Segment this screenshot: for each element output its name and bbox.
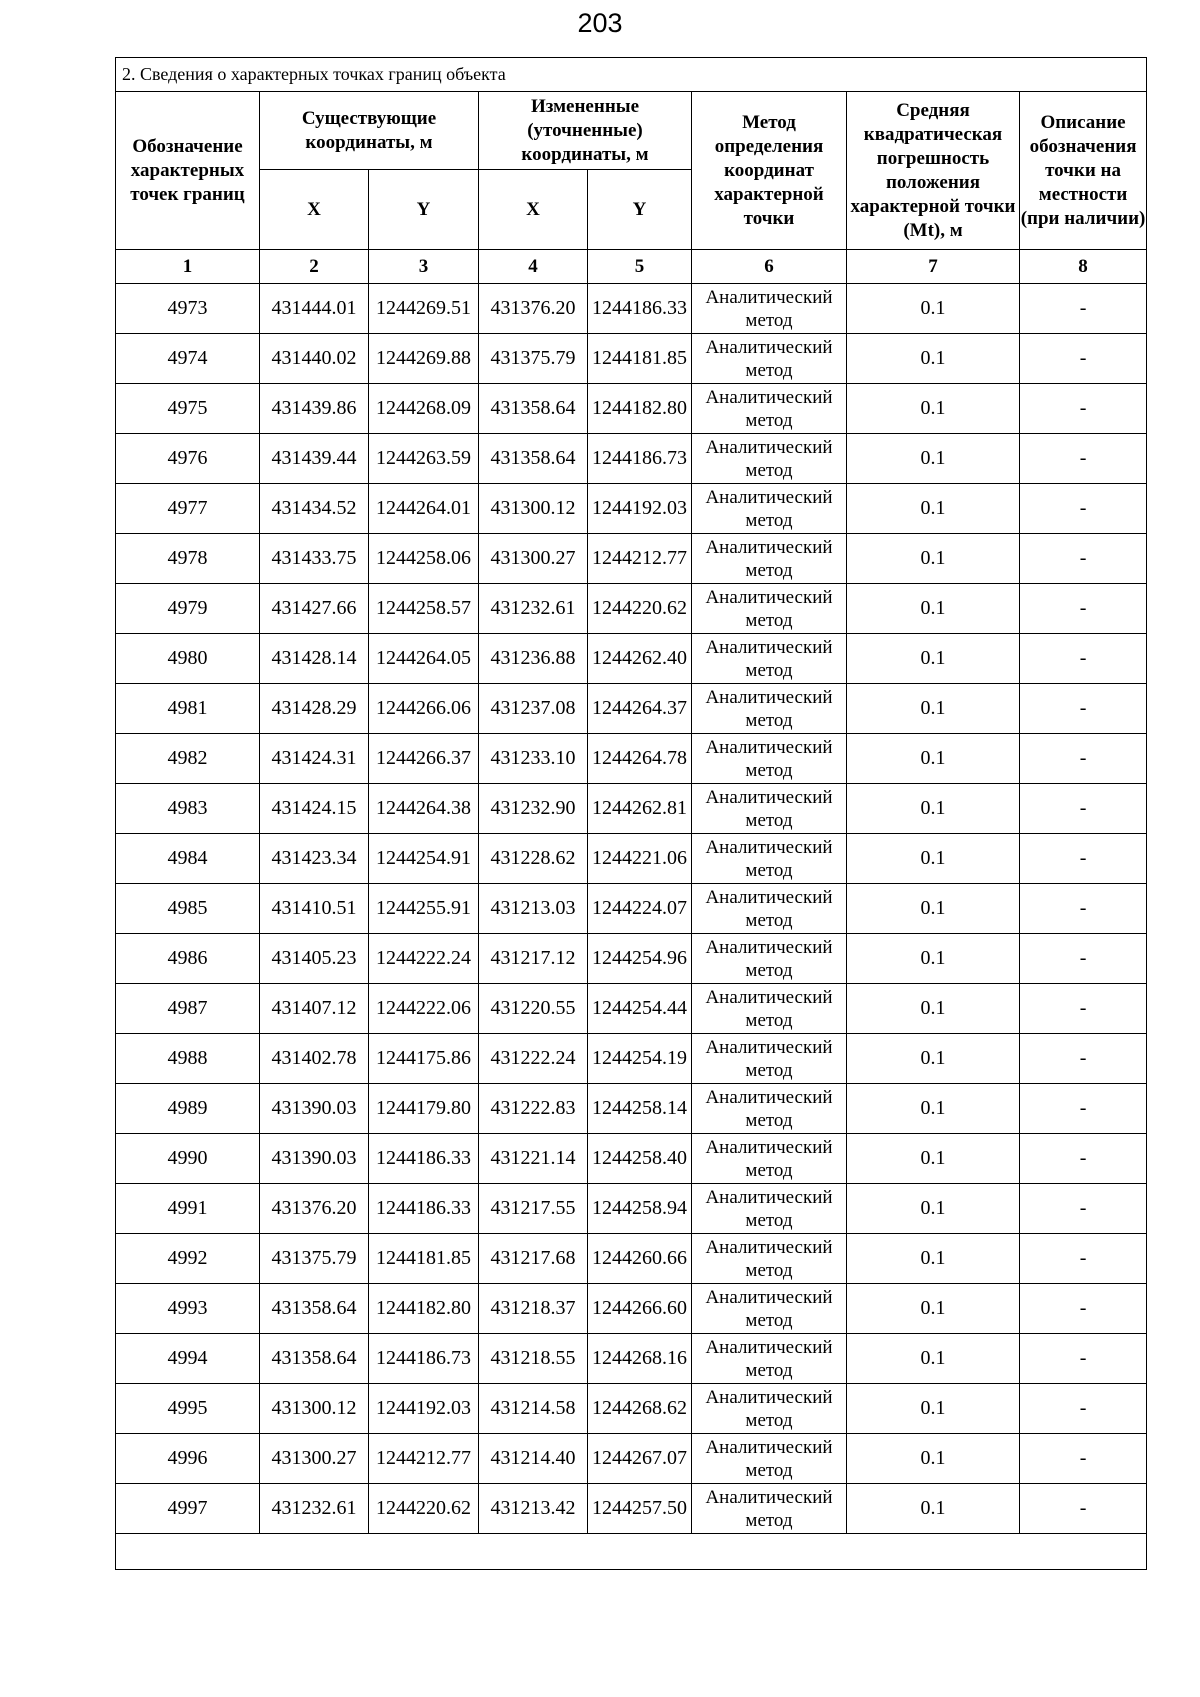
- error-cell: 0.1: [847, 684, 1020, 734]
- changed-y-cell: 1244186.73: [588, 434, 692, 484]
- changed-x-cell: 431300.12: [479, 484, 588, 534]
- existing-x-cell: 431424.15: [260, 784, 369, 834]
- method-cell: Аналитический метод: [692, 734, 847, 784]
- existing-x-cell: 431410.51: [260, 884, 369, 934]
- error-cell: 0.1: [847, 334, 1020, 384]
- changed-x-cell: 431217.55: [479, 1184, 588, 1234]
- point-id-cell: 4980: [116, 634, 260, 684]
- changed-y-cell: 1244258.94: [588, 1184, 692, 1234]
- existing-y-cell: 1244258.57: [369, 584, 479, 634]
- boundary-points-table: [115, 57, 1147, 1570]
- existing-x-cell: 431428.14: [260, 634, 369, 684]
- description-cell: -: [1020, 934, 1147, 984]
- changed-y-cell: 1244262.81: [588, 784, 692, 834]
- point-id-cell: 4976: [116, 434, 260, 484]
- point-id-cell: 4997: [116, 1484, 260, 1534]
- error-cell: 0.1: [847, 1184, 1020, 1234]
- method-cell: Аналитический метод: [692, 834, 847, 884]
- existing-x-cell: 431407.12: [260, 984, 369, 1034]
- table-row: [116, 984, 1147, 1034]
- existing-y-cell: 1244266.37: [369, 734, 479, 784]
- method-cell: Аналитический метод: [692, 784, 847, 834]
- changed-x-cell: 431218.55: [479, 1334, 588, 1384]
- existing-y-cell: 1244186.73: [369, 1334, 479, 1384]
- description-cell: -: [1020, 684, 1147, 734]
- description-cell: -: [1020, 834, 1147, 884]
- error-cell: 0.1: [847, 1084, 1020, 1134]
- description-cell: -: [1020, 1084, 1147, 1134]
- existing-x-cell: 431375.79: [260, 1234, 369, 1284]
- method-cell: Аналитический метод: [692, 1034, 847, 1084]
- method-cell: Аналитический метод: [692, 384, 847, 434]
- table-row: [116, 684, 1147, 734]
- header-method: Метод определения координат характерной точки: [692, 92, 847, 250]
- existing-x-cell: 431434.52: [260, 484, 369, 534]
- table-row: [116, 534, 1147, 584]
- existing-x-cell: 431428.29: [260, 684, 369, 734]
- point-id-cell: 4989: [116, 1084, 260, 1134]
- existing-x-cell: 431402.78: [260, 1034, 369, 1084]
- method-cell: Аналитический метод: [692, 1234, 847, 1284]
- existing-y-cell: 1244269.88: [369, 334, 479, 384]
- error-cell: 0.1: [847, 384, 1020, 434]
- point-id-cell: 4981: [116, 684, 260, 734]
- changed-x-cell: 431376.20: [479, 284, 588, 334]
- table-row: [116, 1184, 1147, 1234]
- changed-y-cell: 1244268.62: [588, 1384, 692, 1434]
- method-cell: Аналитический метод: [692, 284, 847, 334]
- description-cell: -: [1020, 284, 1147, 334]
- method-cell: Аналитический метод: [692, 984, 847, 1034]
- method-cell: Аналитический метод: [692, 534, 847, 584]
- point-id-cell: 4994: [116, 1334, 260, 1384]
- existing-y-cell: 1244192.03: [369, 1384, 479, 1434]
- method-cell: Аналитический метод: [692, 1434, 847, 1484]
- changed-x-cell: 431214.58: [479, 1384, 588, 1434]
- table-row: [116, 734, 1147, 784]
- description-cell: -: [1020, 634, 1147, 684]
- existing-y-cell: 1244186.33: [369, 1184, 479, 1234]
- point-id-cell: 4993: [116, 1284, 260, 1334]
- point-id-cell: 4977: [116, 484, 260, 534]
- point-id-cell: 4982: [116, 734, 260, 784]
- table-row: [116, 634, 1147, 684]
- existing-y-cell: 1244181.85: [369, 1234, 479, 1284]
- column-number: 2: [260, 250, 369, 284]
- point-id-cell: 4990: [116, 1134, 260, 1184]
- point-id-cell: 4986: [116, 934, 260, 984]
- existing-y-cell: 1244254.91: [369, 834, 479, 884]
- existing-x-cell: 431405.23: [260, 934, 369, 984]
- error-cell: 0.1: [847, 934, 1020, 984]
- changed-x-cell: 431233.10: [479, 734, 588, 784]
- changed-x-cell: 431358.64: [479, 384, 588, 434]
- description-cell: -: [1020, 334, 1147, 384]
- existing-y-cell: 1244222.24: [369, 934, 479, 984]
- description-cell: -: [1020, 734, 1147, 784]
- header-changed-coordinates: Измененные (уточненные) координаты, м: [479, 92, 692, 170]
- changed-x-cell: 431218.37: [479, 1284, 588, 1334]
- table-row: [116, 1384, 1147, 1434]
- table-row: [116, 434, 1147, 484]
- description-cell: -: [1020, 784, 1147, 834]
- error-cell: 0.1: [847, 734, 1020, 784]
- existing-y-cell: 1244268.09: [369, 384, 479, 434]
- point-id-cell: 4987: [116, 984, 260, 1034]
- error-cell: 0.1: [847, 484, 1020, 534]
- changed-y-cell: 1244212.77: [588, 534, 692, 584]
- description-cell: -: [1020, 484, 1147, 534]
- error-cell: 0.1: [847, 1484, 1020, 1534]
- changed-x-cell: 431300.27: [479, 534, 588, 584]
- existing-y-cell: 1244263.59: [369, 434, 479, 484]
- table-row: [116, 384, 1147, 434]
- method-cell: Аналитический метод: [692, 1184, 847, 1234]
- changed-x-cell: 431358.64: [479, 434, 588, 484]
- method-cell: Аналитический метод: [692, 684, 847, 734]
- method-cell: Аналитический метод: [692, 484, 847, 534]
- description-cell: -: [1020, 434, 1147, 484]
- header-existing-coordinates: Существующие координаты, м: [260, 92, 479, 170]
- existing-x-cell: 431439.86: [260, 384, 369, 434]
- changed-y-cell: 1244192.03: [588, 484, 692, 534]
- point-id-cell: 4991: [116, 1184, 260, 1234]
- table-row: [116, 1034, 1147, 1084]
- table-caption: 2. Сведения о характерных точках границ объекта: [116, 58, 1147, 92]
- changed-x-cell: 431213.42: [479, 1484, 588, 1534]
- point-id-cell: 4979: [116, 584, 260, 634]
- existing-y-cell: 1244175.86: [369, 1034, 479, 1084]
- table-row: [116, 934, 1147, 984]
- existing-y-cell: 1244182.80: [369, 1284, 479, 1334]
- existing-y-cell: 1244264.05: [369, 634, 479, 684]
- changed-y-cell: 1244186.33: [588, 284, 692, 334]
- changed-y-cell: 1244254.96: [588, 934, 692, 984]
- description-cell: -: [1020, 1234, 1147, 1284]
- header-description: Описание обозначения точки на местности (при наличии): [1020, 92, 1147, 250]
- changed-x-cell: 431375.79: [479, 334, 588, 384]
- existing-x-cell: 431440.02: [260, 334, 369, 384]
- column-number: 7: [847, 250, 1020, 284]
- method-cell: Аналитический метод: [692, 434, 847, 484]
- changed-y-cell: 1244220.62: [588, 584, 692, 634]
- existing-y-cell: 1244186.33: [369, 1134, 479, 1184]
- existing-y-cell: 1244212.77: [369, 1434, 479, 1484]
- header-designation: Обозначение характерных точек границ: [116, 92, 260, 250]
- method-cell: Аналитический метод: [692, 1284, 847, 1334]
- column-number: 6: [692, 250, 847, 284]
- error-cell: 0.1: [847, 1134, 1020, 1184]
- existing-x-cell: 431444.01: [260, 284, 369, 334]
- changed-x-cell: 431237.08: [479, 684, 588, 734]
- changed-x-cell: 431222.24: [479, 1034, 588, 1084]
- method-cell: Аналитический метод: [692, 1134, 847, 1184]
- existing-y-cell: 1244258.06: [369, 534, 479, 584]
- changed-x-cell: 431214.40: [479, 1434, 588, 1484]
- table-row: [116, 1484, 1147, 1534]
- error-cell: 0.1: [847, 1434, 1020, 1484]
- point-id-cell: 4996: [116, 1434, 260, 1484]
- table-row: [116, 1284, 1147, 1334]
- changed-x-cell: 431220.55: [479, 984, 588, 1034]
- existing-x-cell: 431358.64: [260, 1334, 369, 1384]
- existing-x-cell: 431390.03: [260, 1134, 369, 1184]
- point-id-cell: 4995: [116, 1384, 260, 1434]
- column-number-row: [116, 250, 1147, 284]
- changed-x-cell: 431217.68: [479, 1234, 588, 1284]
- error-cell: 0.1: [847, 884, 1020, 934]
- existing-x-cell: 431232.61: [260, 1484, 369, 1534]
- changed-y-cell: 1244181.85: [588, 334, 692, 384]
- column-number: 4: [479, 250, 588, 284]
- header-existing-x: X: [260, 170, 369, 250]
- changed-y-cell: 1244258.40: [588, 1134, 692, 1184]
- error-cell: 0.1: [847, 1384, 1020, 1434]
- header-error: Средняя квадратическая погрешность положения характерной точки (Mt), м: [847, 92, 1020, 250]
- point-id-cell: 4985: [116, 884, 260, 934]
- table-row: [116, 1134, 1147, 1184]
- description-cell: -: [1020, 1484, 1147, 1534]
- method-cell: Аналитический метод: [692, 1384, 847, 1434]
- description-cell: -: [1020, 1184, 1147, 1234]
- changed-x-cell: 431232.61: [479, 584, 588, 634]
- changed-x-cell: 431228.62: [479, 834, 588, 884]
- changed-y-cell: 1244224.07: [588, 884, 692, 934]
- existing-x-cell: 431390.03: [260, 1084, 369, 1134]
- error-cell: 0.1: [847, 784, 1020, 834]
- changed-y-cell: 1244254.44: [588, 984, 692, 1034]
- changed-y-cell: 1244264.78: [588, 734, 692, 784]
- error-cell: 0.1: [847, 1334, 1020, 1384]
- error-cell: 0.1: [847, 534, 1020, 584]
- existing-y-cell: 1244220.62: [369, 1484, 479, 1534]
- empty-footer-row: [116, 1534, 1147, 1570]
- changed-x-cell: 431222.83: [479, 1084, 588, 1134]
- changed-y-cell: 1244262.40: [588, 634, 692, 684]
- column-number: 5: [588, 250, 692, 284]
- table-row: [116, 334, 1147, 384]
- error-cell: 0.1: [847, 434, 1020, 484]
- existing-x-cell: 431376.20: [260, 1184, 369, 1234]
- header-changed-y: Y: [588, 170, 692, 250]
- table-row: [116, 1334, 1147, 1384]
- column-number: 1: [116, 250, 260, 284]
- description-cell: -: [1020, 1034, 1147, 1084]
- existing-y-cell: 1244255.91: [369, 884, 479, 934]
- existing-x-cell: 431300.27: [260, 1434, 369, 1484]
- existing-y-cell: 1244222.06: [369, 984, 479, 1034]
- changed-y-cell: 1244266.60: [588, 1284, 692, 1334]
- existing-y-cell: 1244266.06: [369, 684, 479, 734]
- changed-y-cell: 1244264.37: [588, 684, 692, 734]
- changed-y-cell: 1244267.07: [588, 1434, 692, 1484]
- method-cell: Аналитический метод: [692, 1484, 847, 1534]
- changed-x-cell: 431217.12: [479, 934, 588, 984]
- description-cell: -: [1020, 884, 1147, 934]
- point-id-cell: 4978: [116, 534, 260, 584]
- description-cell: -: [1020, 1384, 1147, 1434]
- changed-y-cell: 1244257.50: [588, 1484, 692, 1534]
- table-row: [116, 484, 1147, 534]
- existing-x-cell: 431427.66: [260, 584, 369, 634]
- header-existing-y: Y: [369, 170, 479, 250]
- existing-x-cell: 431424.31: [260, 734, 369, 784]
- page-number: 203: [577, 8, 623, 38]
- existing-x-cell: 431423.34: [260, 834, 369, 884]
- changed-x-cell: 431236.88: [479, 634, 588, 684]
- error-cell: 0.1: [847, 284, 1020, 334]
- changed-y-cell: 1244182.80: [588, 384, 692, 434]
- changed-x-cell: 431232.90: [479, 784, 588, 834]
- changed-x-cell: 431213.03: [479, 884, 588, 934]
- header-changed-x: X: [479, 170, 588, 250]
- changed-y-cell: 1244260.66: [588, 1234, 692, 1284]
- method-cell: Аналитический метод: [692, 1084, 847, 1134]
- error-cell: 0.1: [847, 634, 1020, 684]
- description-cell: -: [1020, 1284, 1147, 1334]
- table-row: [116, 1084, 1147, 1134]
- description-cell: -: [1020, 534, 1147, 584]
- point-id-cell: 4992: [116, 1234, 260, 1284]
- point-id-cell: 4973: [116, 284, 260, 334]
- error-cell: 0.1: [847, 1284, 1020, 1334]
- empty-cell: [116, 1534, 1147, 1570]
- changed-x-cell: 431221.14: [479, 1134, 588, 1184]
- error-cell: 0.1: [847, 584, 1020, 634]
- changed-y-cell: 1244221.06: [588, 834, 692, 884]
- existing-y-cell: 1244264.01: [369, 484, 479, 534]
- method-cell: Аналитический метод: [692, 584, 847, 634]
- description-cell: -: [1020, 984, 1147, 1034]
- existing-y-cell: 1244179.80: [369, 1084, 479, 1134]
- method-cell: Аналитический метод: [692, 334, 847, 384]
- changed-y-cell: 1244258.14: [588, 1084, 692, 1134]
- existing-x-cell: 431439.44: [260, 434, 369, 484]
- error-cell: 0.1: [847, 1034, 1020, 1084]
- description-cell: -: [1020, 584, 1147, 634]
- table-row: [116, 584, 1147, 634]
- existing-y-cell: 1244264.38: [369, 784, 479, 834]
- point-id-cell: 4984: [116, 834, 260, 884]
- point-id-cell: 4988: [116, 1034, 260, 1084]
- changed-y-cell: 1244254.19: [588, 1034, 692, 1084]
- description-cell: -: [1020, 1334, 1147, 1384]
- description-cell: -: [1020, 1434, 1147, 1484]
- existing-x-cell: 431433.75: [260, 534, 369, 584]
- point-id-cell: 4974: [116, 334, 260, 384]
- changed-y-cell: 1244268.16: [588, 1334, 692, 1384]
- existing-x-cell: 431300.12: [260, 1384, 369, 1434]
- method-cell: Аналитический метод: [692, 934, 847, 984]
- point-id-cell: 4975: [116, 384, 260, 434]
- method-cell: Аналитический метод: [692, 1334, 847, 1384]
- table-row: [116, 1234, 1147, 1284]
- table-row: [116, 784, 1147, 834]
- description-cell: -: [1020, 384, 1147, 434]
- error-cell: 0.1: [847, 1234, 1020, 1284]
- table-row: [116, 284, 1147, 334]
- column-number: 8: [1020, 250, 1147, 284]
- table-row: [116, 1434, 1147, 1484]
- error-cell: 0.1: [847, 984, 1020, 1034]
- method-cell: Аналитический метод: [692, 884, 847, 934]
- error-cell: 0.1: [847, 834, 1020, 884]
- description-cell: -: [1020, 1134, 1147, 1184]
- point-id-cell: 4983: [116, 784, 260, 834]
- column-number: 3: [369, 250, 479, 284]
- existing-x-cell: 431358.64: [260, 1284, 369, 1334]
- table-row: [116, 834, 1147, 884]
- method-cell: Аналитический метод: [692, 634, 847, 684]
- existing-y-cell: 1244269.51: [369, 284, 479, 334]
- table-row: [116, 884, 1147, 934]
